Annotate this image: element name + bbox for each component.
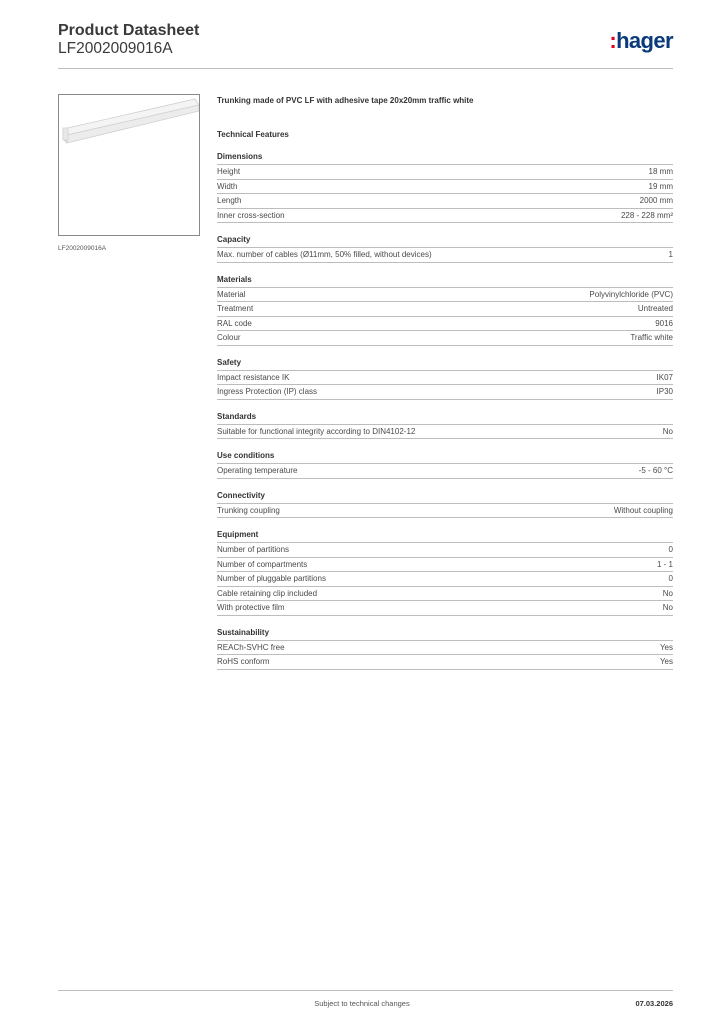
spec-value: Yes (659, 657, 673, 666)
section-title: Equipment (217, 529, 673, 543)
spec-value: IK07 (656, 372, 673, 382)
spec-row (217, 209, 673, 224)
feature-sections (217, 151, 673, 670)
spec-label: Length (217, 196, 242, 205)
spec-row (217, 371, 673, 386)
spec-row (217, 543, 673, 558)
logo-mark: : (609, 28, 617, 53)
spec-value: -5 - 60 °C (638, 466, 673, 475)
section-title: Connectivity (217, 490, 673, 504)
spec-label: Treatment (217, 304, 254, 313)
spec-value: No (662, 603, 673, 612)
spec-value: 1 (668, 250, 673, 259)
section-title: Dimensions (217, 151, 673, 165)
datasheet-content (217, 95, 673, 681)
section-title: Safety (217, 357, 673, 371)
spec-label: REACh-SVHC free (217, 642, 285, 652)
spec-label: Material (217, 289, 246, 299)
spec-label: Number of partitions (217, 545, 290, 554)
article-number: LF2002009016A (58, 40, 173, 57)
spec-label: Ingress Protection (IP) class (217, 387, 318, 396)
spec-value: Traffic white (630, 333, 673, 342)
spec-row (217, 165, 673, 180)
section-standards (217, 411, 673, 440)
product-image (58, 94, 200, 236)
spec-label: RoHS conform (217, 657, 270, 666)
spec-row (217, 180, 673, 195)
spec-value: No (662, 426, 673, 436)
spec-value: 19 mm (648, 181, 673, 191)
spec-label: Inner cross-section (217, 210, 285, 220)
section-equipment (217, 529, 673, 616)
spec-row (217, 288, 673, 303)
spec-label: Height (217, 167, 241, 176)
spec-row (217, 464, 673, 479)
spec-row (217, 331, 673, 346)
spec-label: Colour (217, 333, 241, 342)
spec-label: Suitable for functional integrity according to DIN4102-12 (217, 426, 416, 436)
section-use-conditions (217, 450, 673, 479)
spec-label: Max. number of cables (Ø11mm, 50% filled, without devices) (217, 250, 432, 259)
footer-note: Subject to technical changes (314, 999, 410, 1008)
image-caption: LF2002009016A (58, 245, 107, 252)
spec-value: 2000 mm (639, 196, 673, 205)
spec-value: 0 (668, 545, 673, 554)
footer-divider (58, 990, 673, 991)
section-capacity (217, 234, 673, 263)
section-connectivity (217, 490, 673, 519)
section-materials (217, 274, 673, 346)
spec-label: Width (217, 181, 238, 191)
spec-value: No (662, 588, 673, 598)
section-title: Use conditions (217, 450, 673, 464)
spec-row (217, 302, 673, 317)
product-title: Trunking made of PVC LF with adhesive tape 20x20mm traffic white (217, 96, 474, 105)
footer-date: 07.03.2026 (635, 999, 673, 1008)
section-dimensions (217, 151, 673, 223)
spec-row (217, 572, 673, 587)
page-header (58, 22, 673, 68)
spec-label: Impact resistance IK (217, 372, 290, 382)
hager-logo (609, 28, 673, 54)
spec-value: 9016 (655, 318, 673, 328)
spec-value: IP30 (656, 387, 673, 396)
logo-text: hager (616, 28, 673, 53)
spec-value: 228 - 228 mm² (620, 210, 673, 220)
spec-row (217, 504, 673, 519)
section-title: Standards (217, 411, 673, 425)
spec-row (217, 248, 673, 263)
spec-row (217, 601, 673, 616)
spec-row (217, 385, 673, 400)
spec-value: Without coupling (613, 505, 673, 515)
spec-value: Untreated (637, 304, 673, 313)
trunking-illustration (59, 95, 200, 236)
spec-label: Trunking coupling (217, 505, 280, 515)
document-title: Product Datasheet (58, 22, 200, 39)
spec-row (217, 194, 673, 209)
spec-label: Operating temperature (217, 466, 298, 475)
header-divider (58, 68, 673, 69)
section-title: Capacity (217, 234, 673, 248)
spec-label: With protective film (217, 603, 285, 612)
spec-value: 18 mm (648, 167, 673, 176)
section-safety (217, 357, 673, 400)
spec-value: Yes (659, 642, 673, 652)
spec-label: RAL code (217, 318, 252, 328)
spec-row (217, 558, 673, 573)
spec-label: Cable retaining clip included (217, 588, 318, 598)
spec-label: Number of compartments (217, 559, 308, 569)
spec-value: 0 (668, 574, 673, 583)
technical-features-title: Technical Features (217, 130, 289, 139)
section-sustainability (217, 627, 673, 670)
spec-row (217, 655, 673, 670)
spec-row (217, 317, 673, 332)
section-title: Materials (217, 274, 673, 288)
section-title: Sustainability (217, 627, 673, 641)
spec-row (217, 425, 673, 440)
spec-value: Polyvinylchloride (PVC) (589, 289, 673, 299)
spec-row (217, 587, 673, 602)
spec-row (217, 641, 673, 656)
spec-label: Number of pluggable partitions (217, 574, 326, 583)
spec-value: 1 - 1 (656, 559, 673, 569)
